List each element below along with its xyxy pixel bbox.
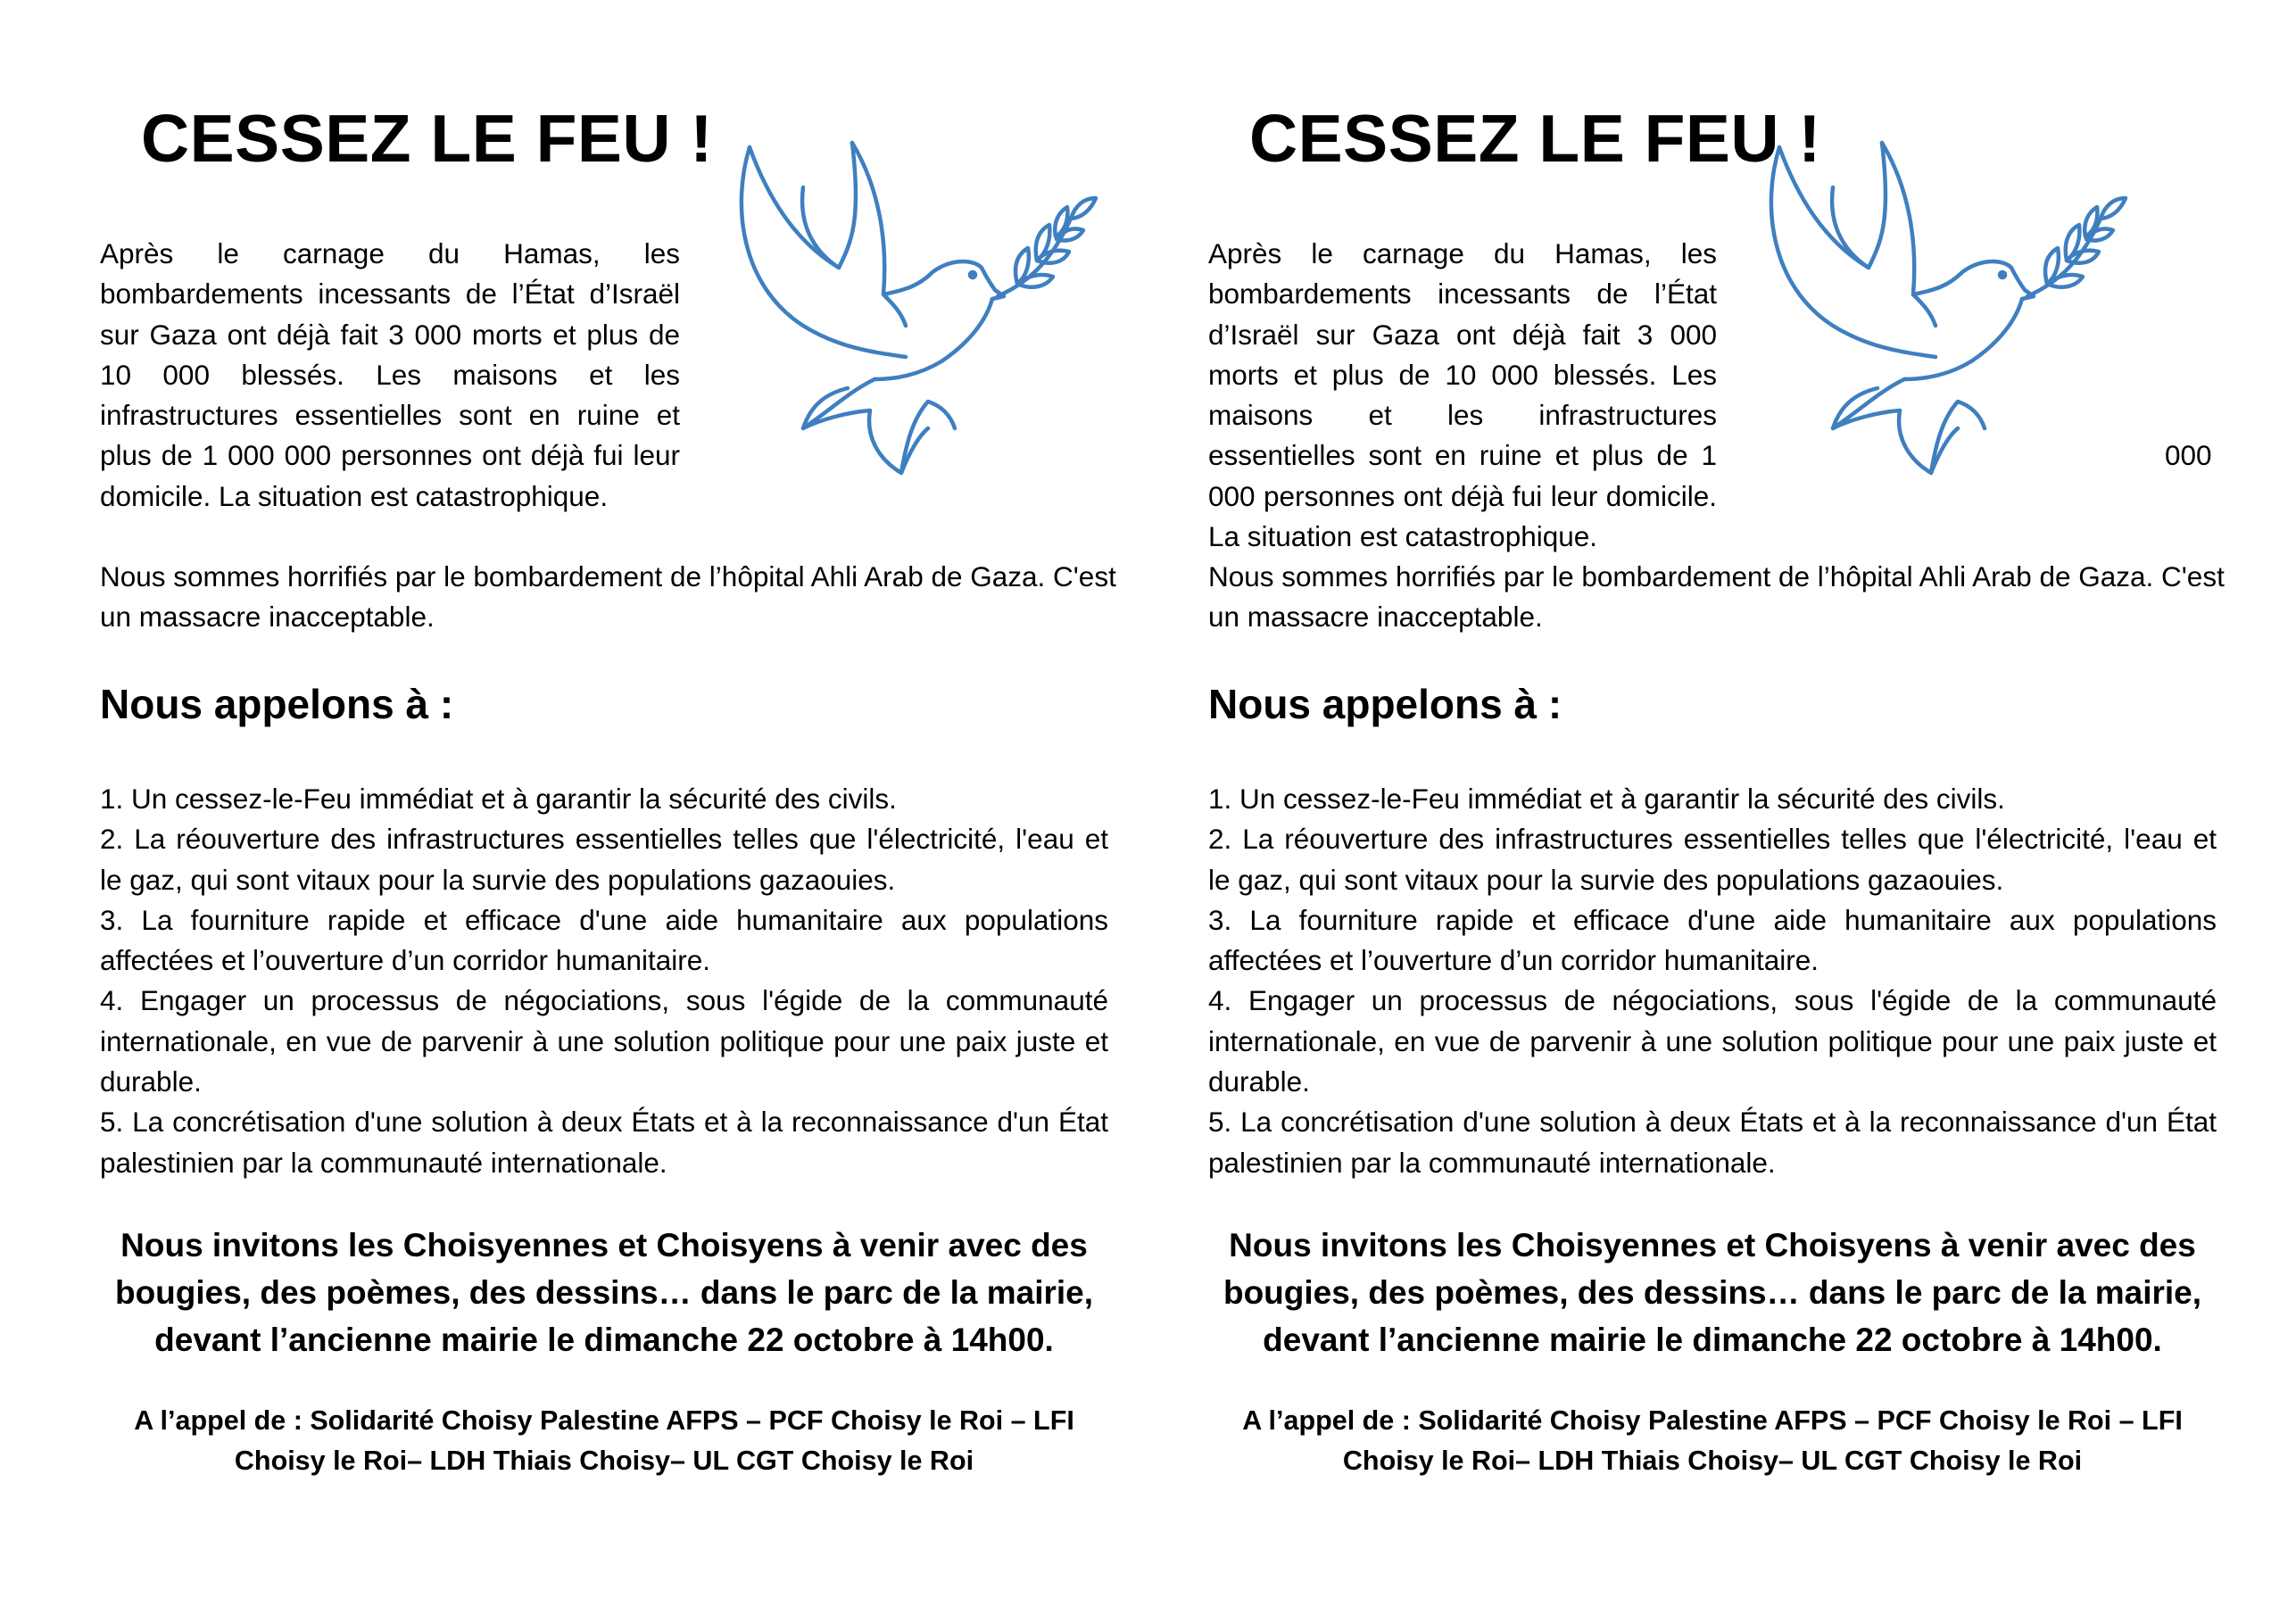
demand-item: 1. Un cessez-le-Feu immédiat et à garantir la sécurité des civils. [100, 783, 897, 815]
flyer-title: CESSEZ LE FEU ! [141, 101, 713, 176]
dove-icon [714, 134, 1107, 509]
demand-item: 5. La concrétisation d'une solution à deux États et à la reconnaissance d'un État palestinien par la communauté internationale. [1208, 1106, 2217, 1179]
demands-list [1208, 779, 2217, 1183]
flyer-title: CESSEZ LE FEU ! [1249, 101, 1821, 176]
demand-item: 3. La fourniture rapide et efficace d'une aide humanitaire aux populations affectées et l’ouverture d’un corridor humanitaire. [1208, 903, 2217, 977]
demand-item: 1. Un cessez-le-Feu immédiat et à garantir la sécurité des civils. [1208, 783, 2005, 815]
flyer-right [1108, 0, 2256, 1624]
invitation-text: Nous invitons les Choisyennes et Choisyens à venir avec des bougies, des poèmes, des dessins… dans le parc de la mairie, devant l’ancienne mairie le dimanche 22 octobre à 14h00. [1223, 1227, 2202, 1358]
hospital-paragraph: Nous sommes horrifiés par le bombardement de l’hôpital Ahli Arab de Gaza. C'est un massacre inacceptable. [1208, 560, 2225, 634]
invitation-text: Nous invitons les Choisyennes et Choisyens à venir avec des bougies, des poèmes, des dessins… dans le parc de la mairie, devant l’ancienne mairie le dimanche 22 octobre à 14h00. [114, 1227, 1094, 1358]
call-heading: Nous appelons à : [1208, 681, 1562, 727]
demand-item: 4. Engager un processus de négociations, sous l'égide de la communauté internationale, en vue de parvenir à une solution politique pour une paix juste et durable. [1208, 984, 2217, 1098]
intro-paragraph: Après le carnage du Hamas, les bombardements incessants de l’État d’Israël sur Gaza ont déjà fait 3 000 morts et plus de 10 000 blessés. Les maisons et les infrastructures essentielles sont en ruine et plus de 1 000 000 personnes ont déjà fui leur domicile. La situation est catastrophique. [100, 237, 680, 512]
hospital-paragraph: Nous sommes horrifiés par le bombardement de l’hôpital Ahli Arab de Gaza. C'est un massacre inacceptable. [100, 560, 1116, 634]
demands-list [100, 779, 1108, 1183]
stray-number-text: 000 [2165, 439, 2212, 471]
demand-item: 4. Engager un processus de négociations, sous l'égide de la communauté internationale, en vue de parvenir à une solution politique pour une paix juste et durable. [100, 984, 1108, 1098]
signatories: A l’appel de : Solidarité Choisy Palestine AFPS – PCF Choisy le Roi – LFI Choisy le Roi– LDH Thiais Choisy– UL CGT Choisy le Roi [1242, 1405, 2183, 1477]
call-heading: Nous appelons à : [100, 681, 454, 727]
intro-text: Après le carnage du Hamas, les bombardements incessants de l’État d’Israël sur Gaza ont déjà fait 3 000 morts et plus de 10 000 blessés. Les maisons et les infrastructures essentielles sont en ruine et plus de 1 [1208, 237, 1717, 472]
demand-item: 3. La fourniture rapide et efficace d'une aide humanitaire aux populations affectées et l’ouverture d’un corridor humanitaire. [100, 903, 1108, 977]
intro-paragraph [1208, 234, 1717, 557]
demand-item: 2. La réouverture des infrastructures essentielles telles que l'électricité, l'eau et le gaz, qui sont vitaux pour la survie des populations gazaouies. [100, 823, 1108, 896]
dove-icon [1744, 134, 2136, 509]
demand-item: 5. La concrétisation d'une solution à deux États et à la reconnaissance d'un État palestinien par la communauté internationale. [100, 1106, 1108, 1179]
intro-continued: 000 personnes ont déjà fui leur domicile. La situation est catastrophique. [1208, 479, 1717, 553]
demand-item: 2. La réouverture des infrastructures essentielles telles que l'électricité, l'eau et le gaz, qui sont vitaux pour la survie des populations gazaouies. [1208, 823, 2217, 896]
signatories: A l’appel de : Solidarité Choisy Palestine AFPS – PCF Choisy le Roi – LFI Choisy le Roi– LDH Thiais Choisy– UL CGT Choisy le Roi [134, 1405, 1074, 1477]
